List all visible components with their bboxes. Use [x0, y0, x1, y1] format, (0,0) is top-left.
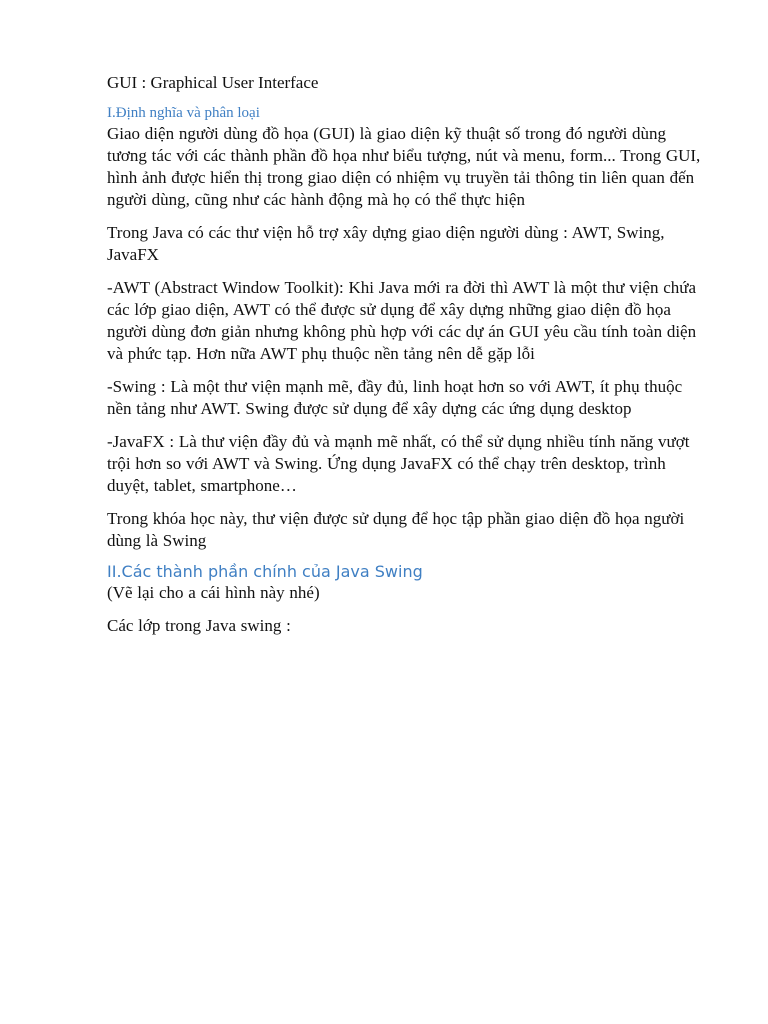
section-heading-swing-components: II.Các thành phần chính của Java Swing	[107, 562, 423, 581]
paragraph-java-libraries: Trong Java có các thư viện hỗ trợ xây dựng giao diện người dùng : AWT, Swing, JavaFX	[107, 223, 665, 264]
document-page	[107, 70, 703, 648]
paragraph-awt: -AWT (Abstract Window Toolkit): Khi Java mới ra đời thì AWT là một thư viện chứa các lớp giao diện, AWT có thể được sử dụng để xây dựng những giao diện đồ họa người dùng đơn giản nhưng không phù hợp với các dự án GUI yêu cầu tính toàn diện và phức tạp. Hơn nữa AWT phụ thuộc nền tảng nên dễ gặp lỗi	[107, 278, 697, 363]
paragraph-redraw-note: (Vẽ lại cho a cái hình này nhé)	[107, 583, 320, 602]
paragraph-javafx: -JavaFX : Là thư viện đầy đủ và mạnh mẽ nhất, có thể sử dụng nhiều tính năng vượt trội hơn so với AWT và Swing. Ứng dụng JavaFX có thể chạy trên desktop, trình duyệt, tablet, smartphone…	[107, 432, 690, 495]
document-title: GUI : Graphical User Interface	[107, 73, 319, 92]
paragraph-swing: -Swing : Là một thư viện mạnh mẽ, đầy đủ, linh hoạt hơn so với AWT, ít phụ thuộc nền tảng như AWT. Swing được sử dụng để xây dựng các ứng dụng desktop	[107, 377, 683, 418]
paragraph-course-swing: Trong khóa học này, thư viện được sử dụng để học tập phần giao diện đồ họa người dùng là Swing	[107, 509, 685, 550]
paragraph-swing-classes: Các lớp trong Java swing :	[107, 616, 291, 635]
paragraph-gui-definition: Giao diện người dùng đồ họa (GUI) là giao diện kỹ thuật số trong đó người dùng tương tác với các thành phần đồ họa như biểu tượng, nút và menu, form... Trong GUI, hình ảnh được hiển thị trong giao diện có nhiệm vụ truyền tải thông tin liên quan đến người dùng, cũng như các hành động mà họ có thể thực hiện	[107, 124, 701, 209]
section-heading-definition: I.Định nghĩa và phân loại	[107, 105, 260, 121]
